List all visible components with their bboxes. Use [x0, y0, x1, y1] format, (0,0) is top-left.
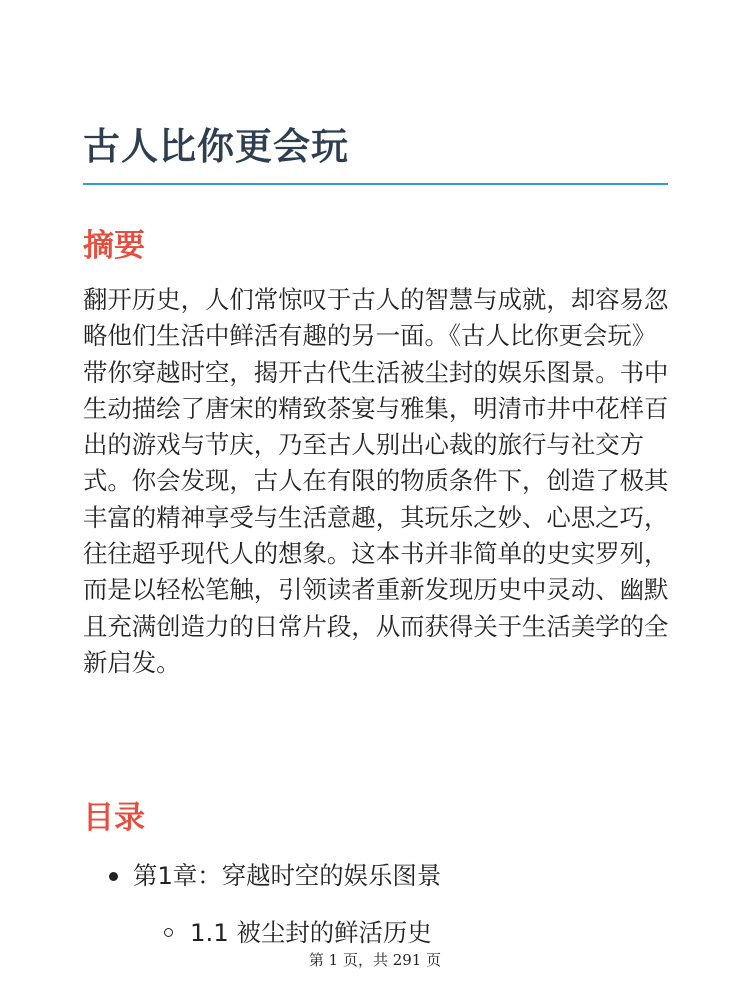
bullet-disc-icon — [109, 872, 118, 881]
abstract-heading: 摘要 — [83, 228, 145, 264]
page-title: 古人比你更会玩 — [83, 125, 349, 168]
bullet-circle-icon — [164, 928, 173, 937]
abstract-body: 翻开历史，人们常惊叹于古人的智慧与成就，却容易忽略他们生活中鲜活有趣的另一面。《古人比你更会玩》带你穿越时空，揭开古代生活被尘封的娱乐图景。书中生动描绘了唐宋的精致茶宴与雅集，明清市井中花样百出的游戏与节庆，乃至古人别出心裁的旅行与社交方式。你会发现，古人在有限的物质条件下，创造了极其丰富的精神享受与生活意趣，其玩乐之妙、心思之巧，往往超乎现代人的想象。这本书并非简单的史实罗列，而是以轻松笔触，引领读者重新发现历史中灵动、幽默且充满创造力的日常片段，从而获得关于生活美学的全新启发。 — [83, 285, 669, 677]
toc-heading: 目录 — [83, 800, 145, 836]
toc-item-label: 第1章：穿越时空的娱乐图景 — [133, 861, 442, 890]
toc-item-chapter-1[interactable] — [133, 858, 441, 894]
title-divider — [83, 183, 668, 185]
toc-item-label: 1.1 被尘封的鲜活历史 — [190, 918, 432, 947]
page-number-footer: 第 1 页，共 291 页 — [308, 951, 442, 969]
toc-item-section-1-1[interactable] — [190, 915, 432, 951]
